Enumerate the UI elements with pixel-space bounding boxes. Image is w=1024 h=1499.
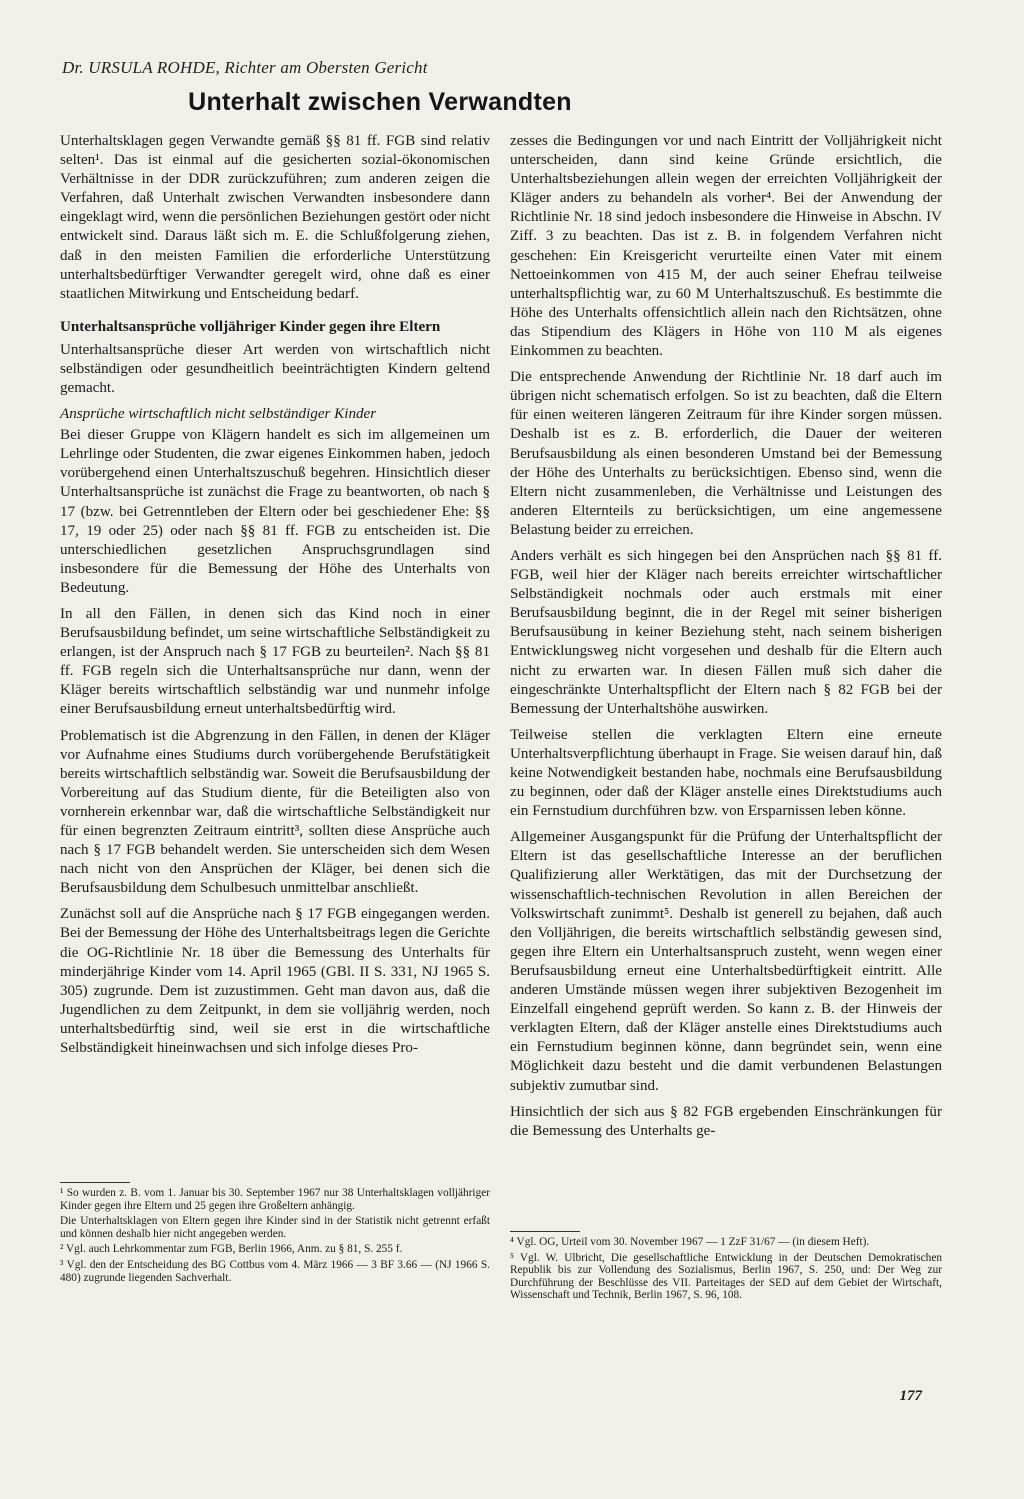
paragraph: Zunächst soll auf die Ansprüche nach § 17 FGB eingegangen werden. Bei der Bemessung der Höhe des Unterhaltsbeitrags legen die Gerichte die OG-Richtlinie Nr. 18 über die Bemessung des Unterhalts für minderjährige Kinder vom 14. April 1965 (GBl. II S. 331, NJ 1965 S. 305) zugrunde. Dem ist zuzustimmen. Geht man davon aus, daß die Jugendlichen zu dem Zeitpunkt, in dem sie volljährig werden, noch unterhaltsbedürftig sind, weil sie erst in die wirtschaftliche Selbständigkeit hineinwachsen und sich infolge dieses Pro- — [60, 906, 490, 1057]
paragraph: Unterhaltsklagen gegen Verwandte gemäß §§ 81 ff. FGB sind relativ selten¹. Das ist einmal auf die gesicherten sozial-ökonomischen Verhältnisse in der DDR zurückzuführen; zum anderen zeigen die Verfahren, daß Unterhalt zwischen Verwandten insbesondere dann eingeklagt wird, wenn die persönlichen Beziehungen gestört oder nicht entwickelt sind. Daraus läßt sich m. E. die Schlußfolgerung ziehen, daß in den meisten Familien die erforderliche Unterstützung unterhaltsbedürftiger Verwandter geregelt wird, ohne daß es einer staatlichen Mitwirkung und Entscheidung bedarf. — [60, 133, 490, 302]
left-column — [60, 132, 490, 1065]
paragraph: Allgemeiner Ausgangspunkt für die Prüfung der Unterhaltspflicht der Eltern ist das gesellschaftliche Interesse an der beruflichen Qualifizierung aller Werktätigen, das mit der Durchsetzung der wissenschaftlich-technischen Revolution in allen Bereichen der Volkswirtschaft zunimmt⁵. Deshalb ist generell zu bejahen, daß auch den Volljährigen, die bereits wirtschaftlich selbständig gewesen sind, gegen ihre Eltern ein Unterhaltsanspruch zusteht, wenn wegen einer Berufsausbildung erneut eine Unterhaltsbedürftigkeit eintritt. Alle anderen Umstände müssen wegen ihrer subjektiven Bezogenheit im Einzelfall eingehend geprüft werden. So kann z. B. der Hinweis der verklagten Eltern, daß der Kläger anstelle eines Direktstudiums auch ein Fernstudium beginnen könne, dann begründet sein, wenn eine Möglichkeit dazu besteht und die damit verbundenen Belastungen subjektiv zumutbar sind. — [510, 829, 942, 1094]
footnote: ³ Vgl. den der Entscheidung des BG Cottbus vom 4. März 1966 — 3 BF 3.66 — (NJ 1966 S. 480) zugrunde liegenden Sachverhalt. — [60, 1258, 490, 1284]
footnote: ⁵ Vgl. W. Ulbricht, Die gesellschaftliche Entwicklung in der Deutschen Demokratischen Republik bis zur Vollendung des Sozialismus, Berlin 1967, S. 250, und: Der Weg zur Durchführung der Beschlüsse des VII. Parteitages der SED auf dem Gebiet der Wirtschaft, Wissenschaft und Technik, Berlin 1967, S. 96, 108. — [510, 1251, 942, 1302]
right-column — [510, 132, 942, 1148]
footnote-rule — [510, 1231, 580, 1232]
paragraph: zesses die Bedingungen vor und nach Eintritt der Volljährigkeit nicht unterscheiden, dann sind keine Gründe ersichtlich, die Unterhaltsbeziehungen allein wegen der erreichten Volljährigkeit der Kläger anders zu behandeln als vorher⁴. Bei der Anwendung der Richtlinie Nr. 18 sind jedoch insbesondere die Hinweise in Abschn. IV Ziff. 3 zu beachten. Das ist z. B. in folgendem Verfahren nicht geschehen: Ein Kreisgericht verurteilte einen Vater mit einem Nettoeinkommen von 415 M, der auch seiner Ehefrau teilweise unterhaltspflichtig war, zu 60 M Unterhaltszuschuß. Es bestimmte die Höhe des Unterhalts offensichtlich allein nach den Richtsätzen, ohne das Stipendium des Klägers in Höhe von 110 M als eigenes Einkommen zu beachten. — [510, 133, 942, 360]
page-number: 177 — [899, 1388, 922, 1404]
footnote: ² Vgl. auch Lehrkommentar zum FGB, Berlin 1966, Anm. zu § 81, S. 255 f. — [60, 1243, 403, 1256]
footnote: ⁴ Vgl. OG, Urteil vom 30. November 1967 — 1 ZzF 31/67 — (in diesem Heft). — [510, 1236, 870, 1248]
paragraph: Unterhaltsansprüche dieser Art werden von wirtschaftlich nicht selbständigen oder gesundheitlich beeinträchtigten Kindern geltend gemacht. — [60, 341, 490, 397]
footnote-rule — [60, 1182, 130, 1183]
paragraph: Die entsprechende Anwendung der Richtlinie Nr. 18 darf auch im übrigen nicht schematisch erfolgen. So ist zu beachten, daß die Eltern für einen weiteren längeren Zeitraum für ihre Kinder sorgen müssen. Deshalb ist es z. B. erforderlich, die Dauer der weiteren Berufsausbildung als einen besonderen Umstand bei der Bemessung der Höhe des Unterhalts zu berücksichtigen. Ebenso sind, wenn die Eltern nicht zusammenleben, die Verhältnisse und Leistungen des anderen Elternteils zu berücksichtigen, um eine angemessene Belastung beider zu erreichen. — [510, 369, 942, 538]
paragraph: In all den Fällen, in denen sich das Kind noch in einer Berufsausbildung befindet, um seine wirtschaftliche Selbständigkeit zu erlangen, ist der Anspruch nach § 17 FGB zu beurteilen². Nach §§ 81 ff. FGB regeln sich die Unterhaltsansprüche nur dann, wenn der Kläger bereits wirtschaftlich selbständig war und nunmehr infolge einer Berufsausbildung erneut unterhaltsbedürftig wird. — [60, 605, 490, 718]
paragraph: Teilweise stellen die verklagten Eltern eine erneute Unterhaltsverpflichtung überhaupt in Frage. Sie weisen darauf hin, daß keine Notwendigkeit bestanden habe, nochmals eine Berufsausbildung zu beginnen, oder daß der Kläger anstelle eines Direktstudiums auch ein Fernstudium durchführen bzw. von Ersparnissen leben könne. — [510, 726, 942, 820]
footnote: ¹ So wurden z. B. vom 1. Januar bis 30. September 1967 nur 38 Unterhaltsklagen volljähriger Kinder gegen ihre Eltern und 25 gegen ihre Großeltern anhängig. — [60, 1187, 490, 1212]
author-line: Dr. URSULA ROHDE, Richter am Obersten Gericht — [62, 58, 428, 77]
subsection-heading: Ansprüche wirtschaftlich nicht selbständiger Kinder — [60, 406, 377, 423]
footnote: Die Unterhaltsklagen von Eltern gegen ihre Kinder sind in der Statistik nicht getrennt erfaßt und können deshalb hier nicht angegeben werden. — [60, 1215, 490, 1240]
article-title: Unterhalt zwischen Verwandten — [188, 88, 572, 116]
section-heading: Unterhaltsansprüche volljähriger Kinder gegen ihre Eltern — [60, 318, 441, 335]
footnotes-right — [510, 1229, 942, 1305]
paragraph: Hinsichtlich der sich aus § 82 FGB ergebenden Einschränkungen für die Bemessung des Unterhalts ge- — [510, 1103, 942, 1139]
footnotes-left — [60, 1180, 490, 1287]
paragraph: Anders verhält es sich hingegen bei den Ansprüchen nach §§ 81 ff. FGB, weil hier der Kläger nach bereits erreichter wirtschaftlicher Selbständigkeit nochmals oder auch erstmals mit einer Berufsausbildung beginnt, die in der Regel mit seiner bisherigen Berufsausübung in keiner Beziehung steht, nach seinem bisherigen Entwicklungsweg nicht vorgesehen und deshalb für die Eltern auch nicht zu erwarten war. In diesen Fällen muß sich daher die eingeschränkte Unterhaltspflicht der Eltern nach § 82 FGB bei der Bemessung der Unterhaltshöhe auswirken. — [510, 547, 942, 717]
paragraph: Bei dieser Gruppe von Klägern handelt es sich im allgemeinen um Lehrlinge oder Studenten, die zwar eigenes Einkommen haben, jedoch vorübergehend einen Unterhaltszuschuß begehren. Hinsichtlich dieser Unterhaltsansprüche ist zunächst die Frage zu beantworten, ob nach § 17 (bzw. bei Getrenntleben der Eltern oder bei geschiedener Ehe: §§ 17, 19 oder 25) oder nach §§ 81 ff. FGB zu entscheiden ist. Die unterschiedlichen gesetzlichen Anspruchsgrundlagen sind insbesondere für die Bemessung der Höhe des Unterhalts von Bedeutung. — [60, 427, 490, 596]
paragraph: Problematisch ist die Abgrenzung in den Fällen, in denen der Kläger vor Aufnahme eines Studiums durch vorübergehende Berufstätigkeit bereits wirtschaftlich selbständig war. Soweit die Berufsausbildung der Vorbereitung auf das Studium diente, für die Beteiligten also von vornherein erkennbar war, daß die wirtschaftliche Selbständigkeit nur für einen begrenzten Zeitraum eintritt³, sollten diese Ansprüche auch nach § 17 FGB behandelt werden. Sie unterscheiden sich dem Wesen nach nicht von den Ansprüchen der Kläger, bei denen sich die Berufsausbildung dem Schulbesuch unmittelbar anschließt. — [60, 727, 490, 897]
